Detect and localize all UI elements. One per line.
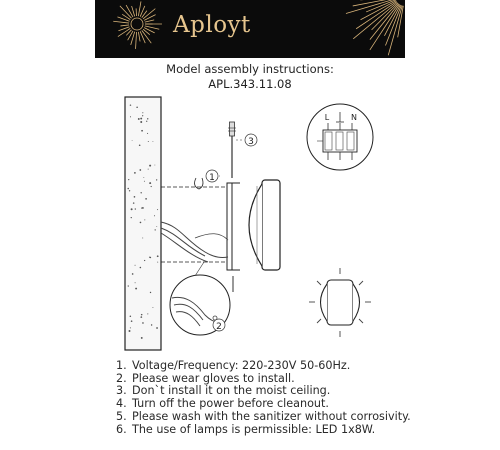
callout-3: 3 xyxy=(248,137,254,147)
callout-1: 1 xyxy=(209,173,215,183)
list-item: 3. Don`t install it on the moist ceiling. xyxy=(116,384,331,398)
lamp-shade xyxy=(249,184,262,266)
document-title: Model assembly instructions: xyxy=(166,62,334,76)
lamp-body xyxy=(262,180,280,270)
list-item: 6. The use of lamps is permissible: LED 1x8W. xyxy=(116,422,376,436)
lamp-light-icon xyxy=(309,268,371,337)
list-item: 4. Turn off the power before cleanout. xyxy=(116,397,329,411)
list-item: 1. Voltage/Frequency: 220-230V 50-60Hz. xyxy=(116,359,351,372)
wall xyxy=(125,97,161,350)
model-number: APL.343.11.08 xyxy=(208,77,292,91)
brand-name: Aployt xyxy=(173,12,251,38)
list-item: 2. Please wear gloves to install. xyxy=(116,371,295,385)
terminal-label-l: L xyxy=(324,113,330,122)
list-item: 5. Please wash with the sanitizer without corrosivity. xyxy=(116,409,411,423)
instructions-list xyxy=(116,360,411,436)
callout-2: 2 xyxy=(216,322,222,332)
terminal-label-n: N xyxy=(351,113,357,122)
